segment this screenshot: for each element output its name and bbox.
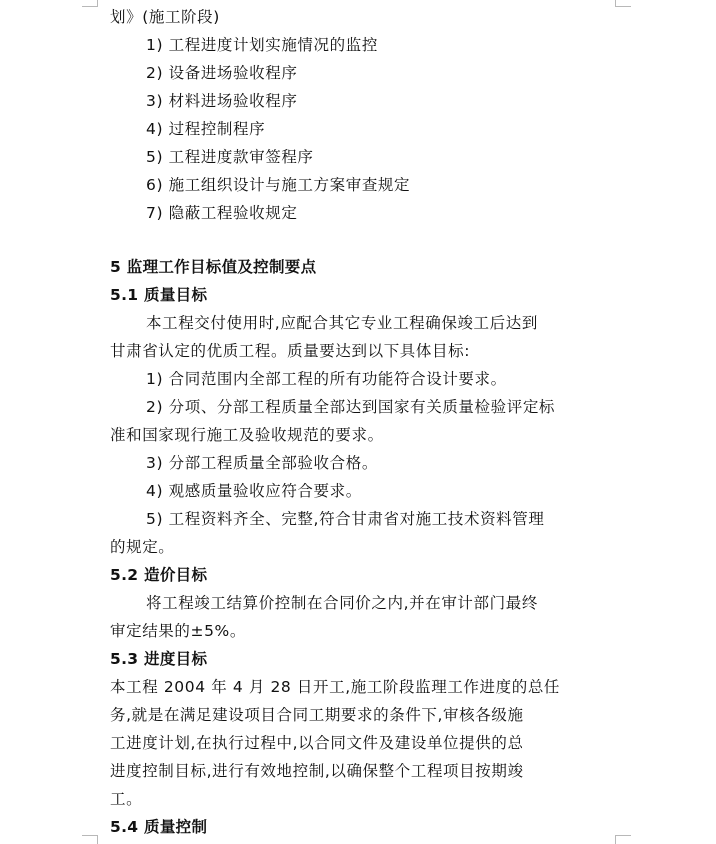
quality-goal-item: 4) 观感质量验收应符合要求。 [146,482,362,500]
procedure-item: 7) 隐蔽工程验收规定 [146,204,298,222]
section-5-2-paragraph-line: 审定结果的±5%。 [110,622,246,640]
section-5-4-heading: 5.4 质量控制 [110,818,208,836]
procedure-item: 5) 工程进度款审签程序 [146,148,314,166]
section-5-2-heading: 5.2 造价目标 [110,566,208,584]
procedure-item: 4) 过程控制程序 [146,120,266,138]
intro-tail: 划》(施工阶段) [110,8,220,26]
section-5-3-paragraph-line: 本工程 2004 年 4 月 28 日开工,施工阶段监理工作进度的总任 [110,678,561,696]
section-5-1-heading: 5.1 质量目标 [110,286,208,304]
crop-mark-top-right-h [615,6,631,7]
quality-goal-item: 5) 工程资料齐全、完整,符合甘肃省对施工技术资料管理 [146,510,545,528]
section-5-1-paragraph-line: 甘肃省认定的优质工程。质量要达到以下具体目标: [110,342,471,360]
procedure-item: 1) 工程进度计划实施情况的监控 [146,36,378,54]
quality-goal-item: 1) 合同范围内全部工程的所有功能符合设计要求。 [146,370,507,388]
section-5-2-paragraph-line: 将工程竣工结算价控制在合同价之内,并在审计部门最终 [146,594,538,612]
section-5-3-paragraph-line: 工进度计划,在执行过程中,以合同文件及建设单位提供的总 [110,734,524,752]
document-page [110,0,610,841]
quality-goal-item-continued: 准和国家现行施工及验收规范的要求。 [110,426,384,444]
section-5-3-paragraph-line: 务,就是在满足建设项目合同工期要求的条件下,审核各级施 [110,706,524,724]
blank-line [110,227,610,253]
crop-mark-bottom-left-h [82,835,98,836]
procedure-item: 3) 材料进场验收程序 [146,92,298,110]
section-5-3-paragraph-line: 工。 [110,790,143,808]
crop-mark-top-left-h [82,6,98,7]
quality-goal-item: 2) 分项、分部工程质量全部达到国家有关质量检验评定标 [146,398,556,416]
quality-goal-item: 3) 分部工程质量全部验收合格。 [146,454,378,472]
section-5-heading: 5 监理工作目标值及控制要点 [110,258,317,276]
procedure-item: 2) 设备进场验收程序 [146,64,298,82]
crop-mark-bottom-right-v [615,835,616,844]
crop-mark-bottom-right-h [615,835,631,836]
quality-goal-item-continued: 的规定。 [110,538,175,556]
section-5-1-paragraph-line: 本工程交付使用时,应配合其它专业工程确保竣工后达到 [146,314,538,332]
section-5-3-heading: 5.3 进度目标 [110,650,208,668]
crop-mark-bottom-left-v [97,835,98,844]
procedure-item: 6) 施工组织设计与施工方案审查规定 [146,176,411,194]
section-5-3-paragraph-line: 进度控制目标,进行有效地控制,以确保整个工程项目按期竣 [110,762,524,780]
